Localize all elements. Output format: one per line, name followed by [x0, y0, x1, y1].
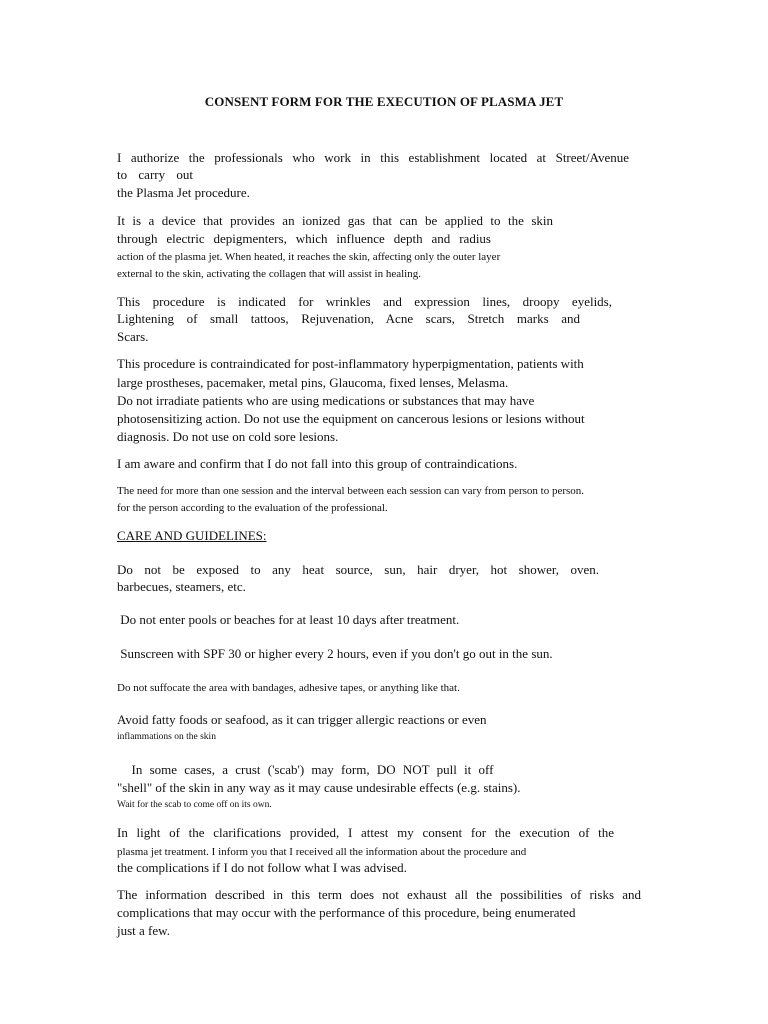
paragraph-line: just a few. [117, 923, 170, 938]
paragraph-line: to carry out [117, 167, 193, 182]
paragraph-line: It is a device that provides an ionized gas that can be applied to the skin [117, 213, 553, 228]
paragraph-line: through electric depigmenters, which influence depth and radius [117, 231, 491, 246]
paragraph-line: In light of the clarifications provided, I attest my consent for the execution of the [117, 825, 614, 840]
paragraph-line: photosensitizing action. Do not use the equipment on cancerous lesions or lesions without [117, 411, 585, 426]
paragraph-line: for the person according to the evaluation of the professional. [117, 502, 388, 514]
paragraph-line: inflammations on the skin [117, 732, 216, 742]
paragraph-line: This procedure is indicated for wrinkles and expression lines, droopy eyelids, [117, 294, 612, 309]
paragraph-line: Do not irradiate patients who are using medications or substances that may have [117, 393, 535, 408]
document-title: CONSENT FORM FOR THE EXECUTION OF PLASMA JET [204, 94, 564, 109]
paragraph-line: Avoid fatty foods or seafood, as it can trigger allergic reactions or even [117, 712, 487, 727]
paragraph-line: the complications if I do not follow what I was advised. [117, 860, 407, 875]
paragraph-line: Do not suffocate the area with bandages, adhesive tapes, or anything like that. [117, 682, 460, 694]
paragraph-line: the Plasma Jet procedure. [117, 185, 250, 200]
paragraph-line: In some cases, a crust ('scab') may form, DO NOT pull it off [117, 762, 494, 777]
paragraph-line: I authorize the professionals who work in this establishment located at Street/Avenue [117, 150, 629, 165]
section-heading: CARE AND GUIDELINES: [117, 528, 267, 543]
paragraph-line: Scars. [117, 329, 149, 344]
paragraph-line: Lightening of small tattoos, Rejuvenation, Acne scars, Stretch marks and [117, 311, 580, 326]
paragraph-line: Wait for the scab to come off on its own. [117, 800, 272, 810]
paragraph-line: large prostheses, pacemaker, metal pins, Glaucoma, fixed lenses, Melasma. [117, 375, 509, 390]
paragraph-line: Do not enter pools or beaches for at least 10 days after treatment. [117, 612, 460, 627]
paragraph-line: Sunscreen with SPF 30 or higher every 2 hours, even if you don't go out in the sun. [117, 646, 553, 661]
paragraph-line: diagnosis. Do not use on cold sore lesions. [117, 429, 339, 444]
paragraph-line: external to the skin, activating the collagen that will assist in healing. [117, 268, 421, 280]
paragraph-line: "shell" of the skin in any way as it may cause undesirable effects (e.g. stains). [117, 780, 521, 795]
paragraph-line: Do not be exposed to any heat source, sun, hair dryer, hot shower, oven. [117, 562, 599, 577]
paragraph-line: This procedure is contraindicated for post-inflammatory hyperpigmentation, patients with [117, 356, 584, 371]
paragraph-line: I am aware and confirm that I do not fall into this group of contraindications. [117, 456, 518, 471]
paragraph-line: action of the plasma jet. When heated, it reaches the skin, affecting only the outer layer [117, 251, 501, 263]
paragraph-line: plasma jet treatment. I inform you that I received all the information about the procedure and [117, 846, 527, 858]
paragraph-line: barbecues, steamers, etc. [117, 579, 246, 594]
paragraph-line: The information described in this term does not exhaust all the possibilities of risks and [117, 887, 641, 902]
paragraph-line: complications that may occur with the performance of this procedure, being enumerated [117, 905, 576, 920]
paragraph-line: The need for more than one session and the interval between each session can vary from person to person. [117, 485, 585, 497]
